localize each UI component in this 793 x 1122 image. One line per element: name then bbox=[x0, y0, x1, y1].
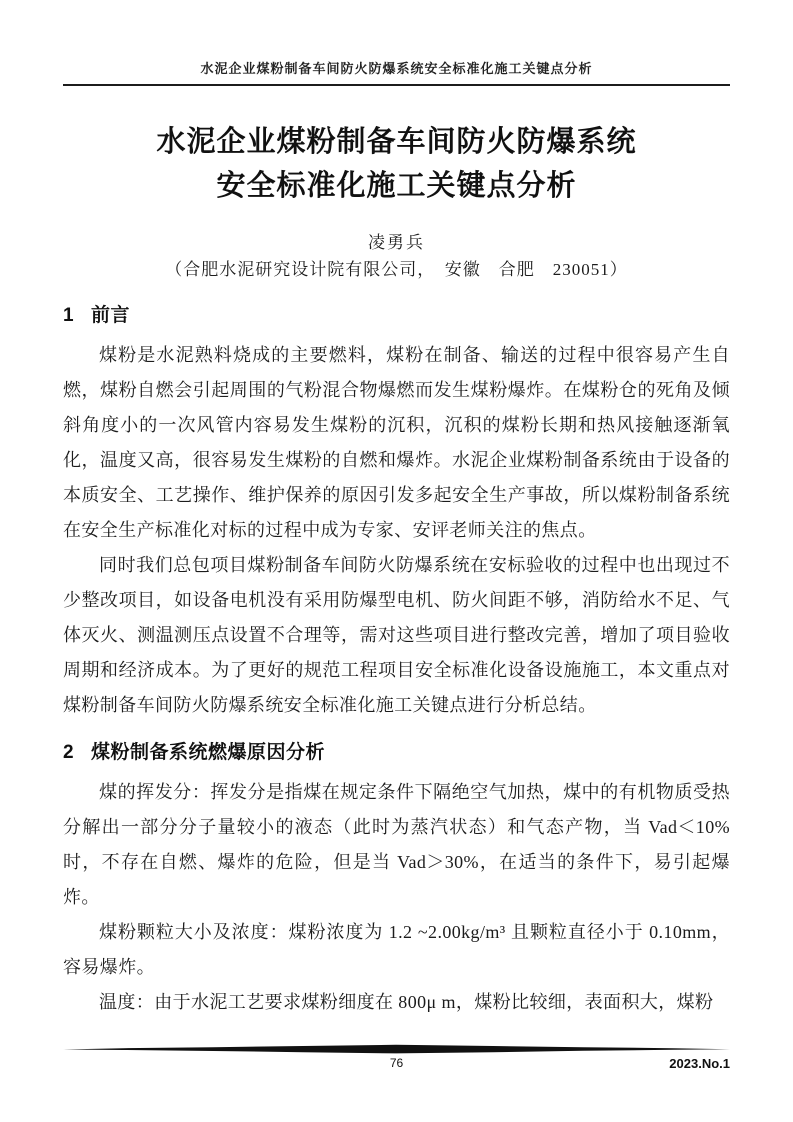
author-name: 凌勇兵 bbox=[368, 233, 425, 252]
paragraph: 煤粉是水泥熟料烧成的主要燃料，煤粉在制备、输送的过程中很容易产生自燃，煤粉自燃会引起周围的气粉混合物爆燃而发生煤粉爆炸。在煤粉仓的死角及倾斜角度小的一次风管内容易发生煤粉的沉积，沉积的煤粉长期和热风接触逐渐氧化，温度又高，很容易发生煤粉的自燃和爆炸。水泥企业煤粉制备系统由于设备的本质安全、工艺操作、维护保养的原因引发多起安全生产事故，所以煤粉制备系统在安全生产标准化对标的过程中成为专家、安评老师关注的焦点。 bbox=[63, 345, 730, 540]
author-affiliation: （合肥水泥研究设计院有限公司， 安徽 合肥 230051） bbox=[165, 260, 628, 279]
footer-decorative-rule bbox=[63, 1043, 730, 1055]
paragraph: 煤的挥发分：挥发分是指煤在规定条件下隔绝空气加热，煤中的有机物质受热分解出一部分分子量较小的液态（此时为蒸汽状态）和气态产物，当 Vad＜10%时，不存在自燃、爆炸的危险，但是当 Vad＞30%，在适当的条件下，易引起爆炸。 bbox=[63, 782, 730, 907]
section-heading-2 bbox=[63, 739, 730, 767]
footer bbox=[63, 1056, 730, 1072]
article-title-line-2: 安全标准化施工关键点分析 bbox=[216, 170, 577, 202]
running-header: 水泥企业煤粉制备车间防火防爆系统安全标准化施工关键点分析 bbox=[200, 61, 593, 76]
section-number: 1 bbox=[63, 305, 74, 326]
section-title: 煤粉制备系统燃爆原因分析 bbox=[91, 742, 326, 763]
section-heading-1 bbox=[63, 302, 730, 330]
section-number: 2 bbox=[63, 742, 74, 763]
article-title bbox=[63, 120, 730, 208]
page-number: 76 bbox=[389, 1056, 404, 1070]
article-title-line-1: 水泥企业煤粉制备车间防火防爆系统 bbox=[156, 126, 637, 158]
paragraph: 煤粉颗粒大小及浓度：煤粉浓度为 1.2 ~2.00kg/m³ 且颗粒直径小于 0.10mm，容易爆炸。 bbox=[63, 922, 730, 977]
issue-label: 2023.No.1 bbox=[669, 1056, 730, 1071]
paragraph: 温度：由于水泥工艺要求煤粉细度在 800μ m，煤粉比较细，表面积大，煤粉 bbox=[99, 992, 714, 1012]
article-content bbox=[63, 0, 730, 1020]
section-title: 前言 bbox=[91, 305, 131, 326]
paragraph: 同时我们总包项目煤粉制备车间防火防爆系统在安标验收的过程中也出现过不少整改项目，如设备电机没有采用防爆型电机、防火间距不够，消防给水不足、气体灭火、测温测压点设置不合理等，需对这些项目进行整改完善，增加了项目验收周期和经济成本。为了更好的规范工程项目安全标准化设备设施施工，本文重点对煤粉制备车间防火防爆系统安全标准化施工关键点进行分析总结。 bbox=[63, 555, 730, 715]
